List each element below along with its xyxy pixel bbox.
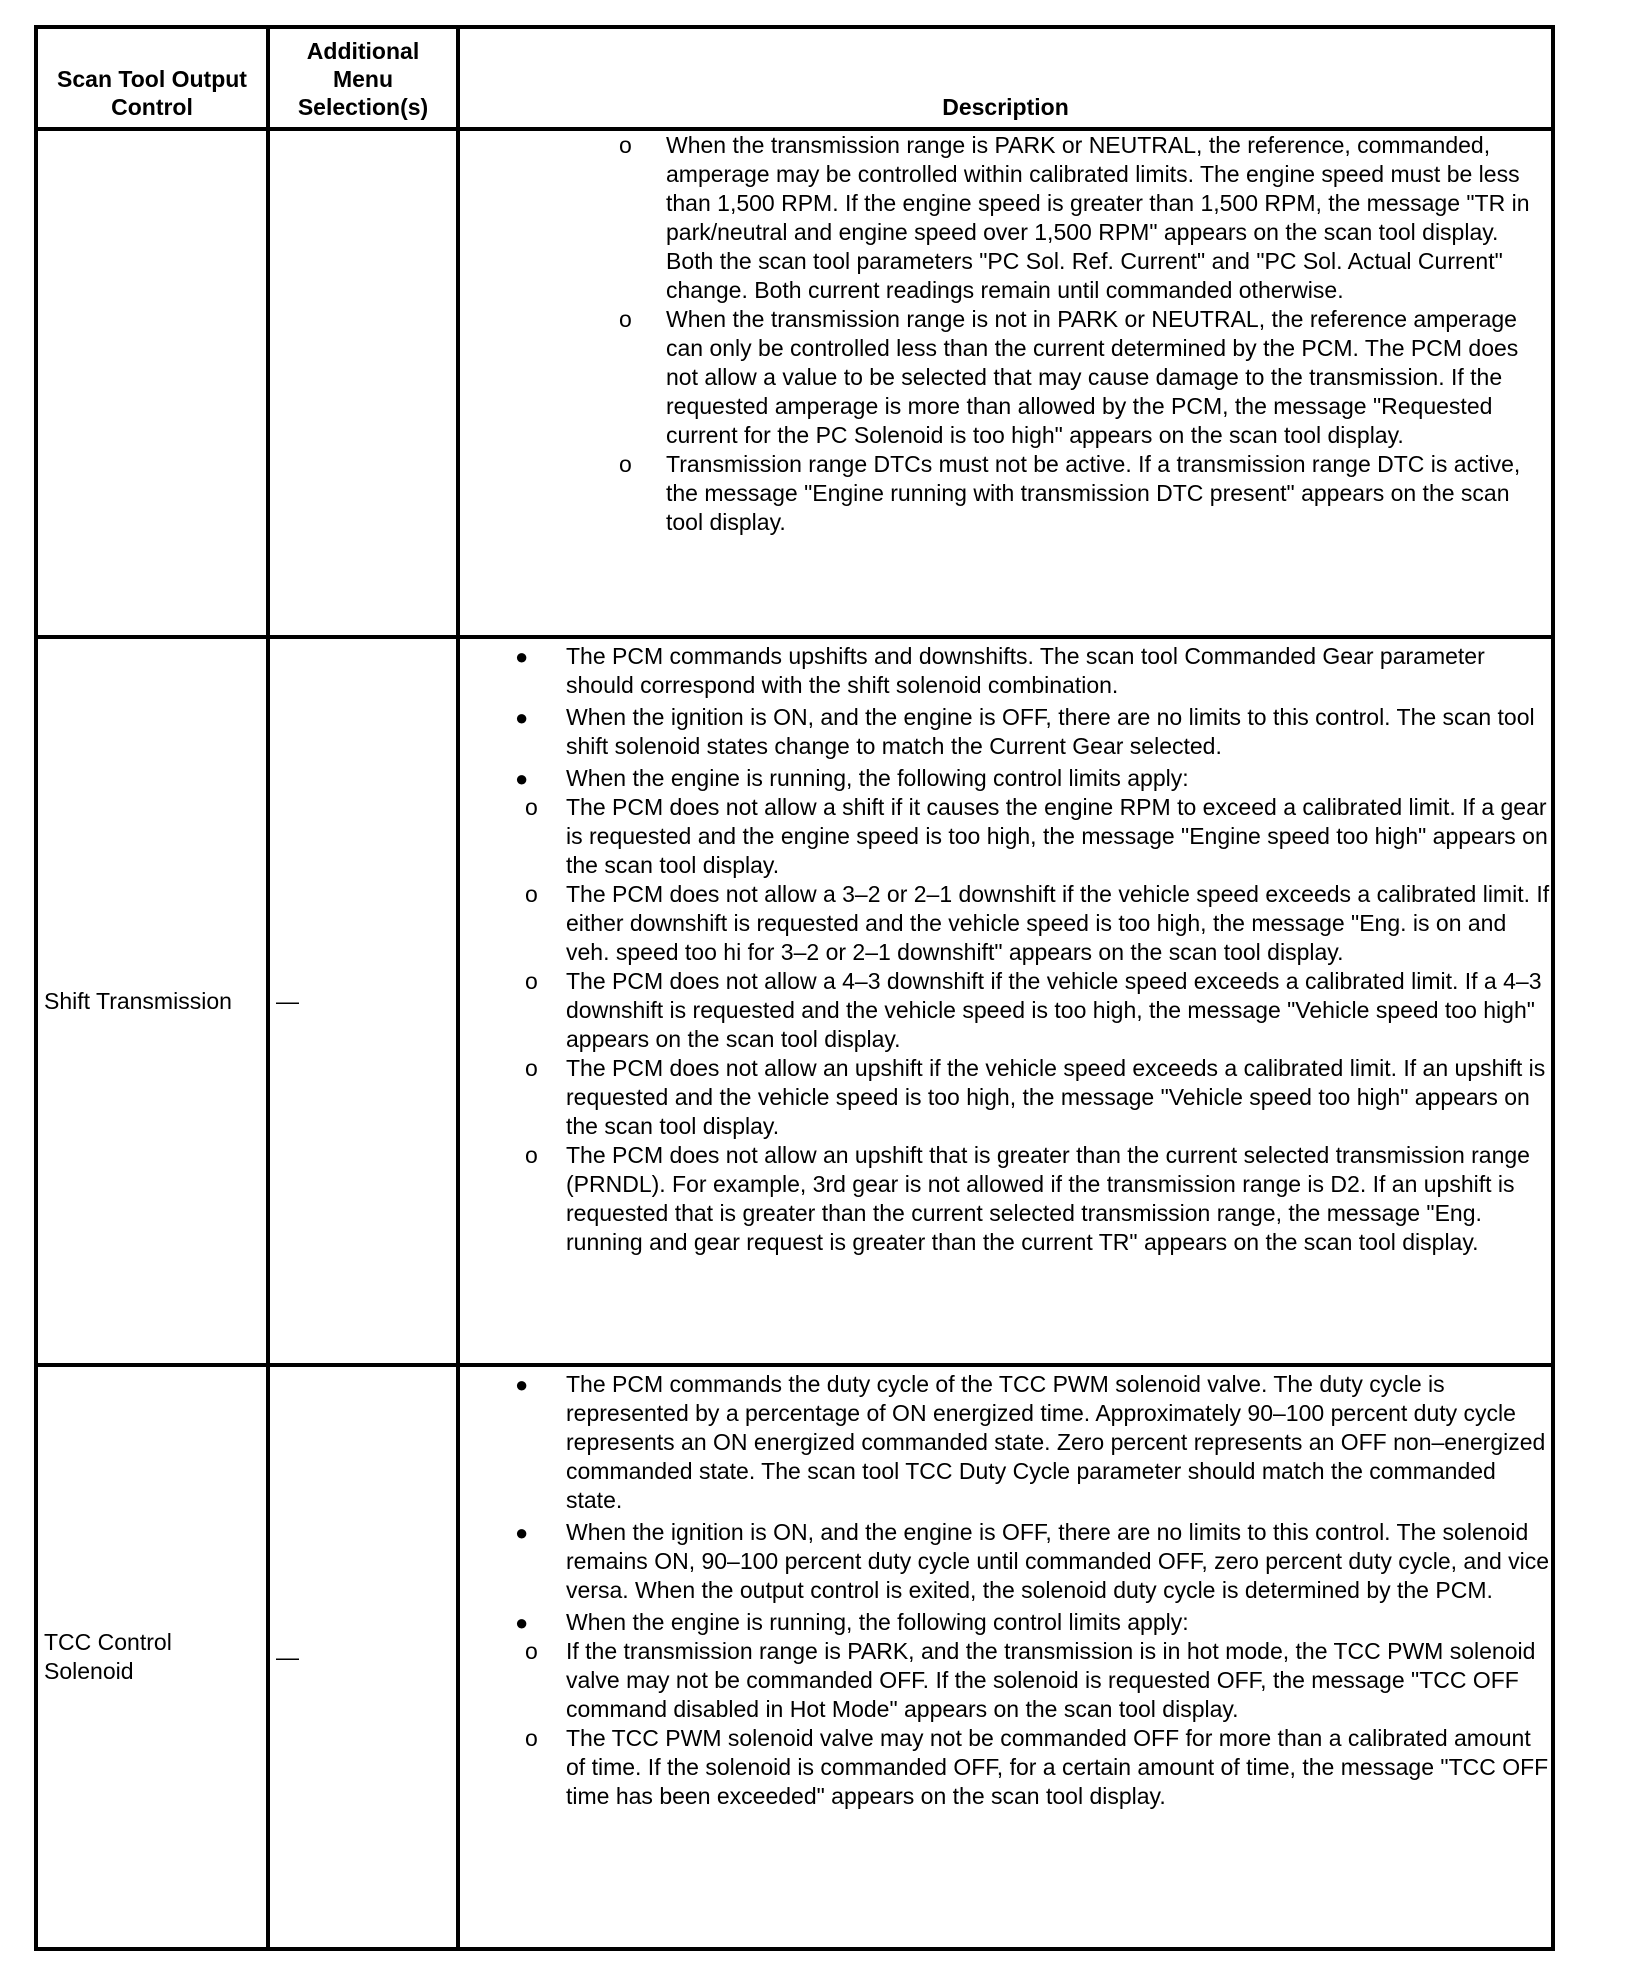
header-scan-tool-output-control: Scan Tool Output Control <box>36 27 268 129</box>
sub-item-list <box>525 793 1551 1257</box>
sub-item: o The PCM does not allow an upshift that is greater than the current selected transmission range (PRNDL). For example, 3rd gear is not allowed if the transmission range is D2. If an upshift is requested that is greater than the current selected transmission range, the message "Eng. running and gear request is greater than the current TR" appears on the scan tool display. <box>525 1142 1530 1255</box>
sub-item: o Transmission range DTCs must not be active. If a transmission range DTC is active, the message "Engine running with transmission DTC present" appears on the scan tool display. <box>619 451 1521 535</box>
bullet-item: ● The PCM commands upshifts and downshifts. The scan tool Commanded Gear parameter should correspond with the shift solenoid combination. <box>515 643 1485 698</box>
row-name-cell <box>36 129 268 637</box>
sub-bullet-icon: o <box>525 794 538 820</box>
sub-item-list <box>525 1637 1551 1811</box>
table-row <box>36 637 1553 1365</box>
bullet-icon: ● <box>515 705 529 730</box>
bullet-item: ● When the engine is running, the following control limits apply: o If the transmission range is PARK, and the transmission is in hot mode, the TCC PWM solenoid valve may not be commanded OFF. If the solenoid is requested OFF, the message "TCC OFF command disabled in Hot Mode" appears on the scan tool display. o The TCC PWM solenoid valve may not be commanded OFF for more than a calibrated amount of time. If the solenoid is commanded OFF, for a certain amount of time, the message "TCC OFF time has been exceeded" appears on the scan tool display. <box>460 1608 1551 1811</box>
row-description-cell <box>458 129 1553 637</box>
row-menu-cell: — <box>268 1365 458 1949</box>
sub-item: o If the transmission range is PARK, and the transmission is in hot mode, the TCC PWM solenoid valve may not be commanded OFF. If the solenoid is requested OFF, the message "TCC OFF command disabled in Hot Mode" appears on the scan tool display. <box>525 1638 1536 1722</box>
sub-bullet-icon: o <box>619 451 632 477</box>
sub-item-list <box>460 131 1551 537</box>
row-name-cell: TCC Control Solenoid <box>36 1365 268 1949</box>
sub-item: o The TCC PWM solenoid valve may not be commanded OFF for more than a calibrated amount of time. If the solenoid is commanded OFF, for a certain amount of time, the message "TCC OFF time has been exceeded" appears on the scan tool display. <box>525 1725 1549 1809</box>
bullet-item: ● The PCM commands the duty cycle of the TCC PWM solenoid valve. The duty cycle is represented by a percentage of ON energized time. Approximately 90–100 percent duty cycle represents an ON energized commanded state. Zero percent represents an OFF non–energized commanded state. The scan tool TCC Duty Cycle parameter should match the commanded state. <box>515 1371 1546 1513</box>
bullet-icon: ● <box>515 1372 529 1397</box>
bullet-item: ● When the engine is running, the following control limits apply: o The PCM does not allow a shift if it causes the engine RPM to exceed a calibrated limit. If a gear is requested and the engine speed is too high, the message "Engine speed too high" appears on the scan tool display. o The PCM does not allow a 3–2 or 2–1 downshift if the vehicle speed exceeds a calibrated limit. If either downshift is requested and the vehicle speed is too high, the message "Eng. is on and veh. speed too hi for 3–2 or 2–1 downshift" appears on the scan tool display. o The PCM does not allow a 4–3 downshift if the vehicle speed exceeds a calibrated limit. If a 4–3 downshift is requested and the vehicle speed is too high, the message "Vehicle speed too high" appears on the scan tool display. o The PCM does not allow an upshift if the vehicle speed exceeds a calibrated limit. If an upshift is requested and the vehicle speed is too high, the message "Vehicle speed too high" appears on the scan tool display. o The PCM does not allow an upshift that is greater than the current selected transmission range (PRNDL). For example, 3rd gear is not allowed if the transmission range is D2. If an upshift is requested that is greater than the current selected transmission range, the message "Eng. running and gear request is greater than the current TR" appears on the scan tool display. <box>460 764 1551 1257</box>
sub-bullet-icon: o <box>525 1725 538 1751</box>
sub-bullet-icon: o <box>619 132 632 158</box>
bullet-icon: ● <box>515 766 529 791</box>
header-row <box>36 27 1553 129</box>
sub-item: o When the transmission range is not in PARK or NEUTRAL, the reference amperage can only be controlled less than the current determined by the PCM. The PCM does not allow a value to be selected that may cause damage to the transmission. If the requested amperage is more than allowed by the PCM, the message "Requested current for the PC Solenoid is too high" appears on the scan tool display. <box>619 306 1519 448</box>
sub-bullet-icon: o <box>525 1142 538 1168</box>
sub-bullet-icon: o <box>619 306 632 332</box>
table-row <box>36 1365 1553 1949</box>
bullet-item: ● When the ignition is ON, and the engine is OFF, there are no limits to this control. The scan tool shift solenoid states change to match the Current Gear selected. <box>515 704 1535 759</box>
row-description-cell <box>458 637 1553 1365</box>
bullet-list <box>460 642 1551 1257</box>
sub-item: o The PCM does not allow a shift if it causes the engine RPM to exceed a calibrated limit. If a gear is requested and the engine speed is too high, the message "Engine speed too high" appears on the scan tool display. <box>525 794 1548 878</box>
sub-bullet-icon: o <box>525 968 538 994</box>
header-description: Description <box>458 27 1553 129</box>
bullet-icon: ● <box>515 1520 529 1545</box>
scan-tool-output-control-table <box>34 25 1555 1951</box>
sub-item: o The PCM does not allow an upshift if the vehicle speed exceeds a calibrated limit. If an upshift is requested and the vehicle speed is too high, the message "Vehicle speed too high" appears on the scan tool display. <box>525 1055 1546 1139</box>
row-description-cell <box>458 1365 1553 1949</box>
sub-bullet-icon: o <box>525 881 538 907</box>
bullet-item: ● When the ignition is ON, and the engine is OFF, there are no limits to this control. The solenoid remains ON, 90–100 percent duty cycle until commanded OFF, zero percent duty cycle, and vice versa. When the output control is exited, the solenoid duty cycle is determined by the PCM. <box>515 1519 1550 1603</box>
sub-item: o When the transmission range is PARK or NEUTRAL, the reference, commanded, amperage may be controlled within calibrated limits. The engine speed must be less than 1,500 RPM. If the engine speed is greater than 1,500 RPM, the message "TR in park/neutral and engine speed over 1,500 RPM" appears on the scan tool display. Both the scan tool parameters "PC Sol. Ref. Current" and "PC Sol. Actual Current" change. Both current readings remain until commanded otherwise. <box>619 132 1530 303</box>
header-additional-menu-selections: Additional Menu Selection(s) <box>268 27 458 129</box>
bullet-icon: ● <box>515 1610 529 1635</box>
row-menu-cell <box>268 129 458 637</box>
bullet-icon: ● <box>515 644 529 669</box>
sub-bullet-icon: o <box>525 1055 538 1081</box>
table-row <box>36 129 1553 637</box>
sub-item: o The PCM does not allow a 4–3 downshift if the vehicle speed exceeds a calibrated limit. If a 4–3 downshift is requested and the vehicle speed is too high, the message "Vehicle speed too high" appears on the scan tool display. <box>525 968 1542 1052</box>
sub-bullet-icon: o <box>525 1638 538 1664</box>
sub-item: o The PCM does not allow a 3–2 or 2–1 downshift if the vehicle speed exceeds a calibrated limit. If either downshift is requested and the vehicle speed is too high, the message "Eng. is on and veh. speed too hi for 3–2 or 2–1 downshift" appears on the scan tool display. <box>525 881 1550 965</box>
row-menu-cell: — <box>268 637 458 1365</box>
row-name-cell: Shift Transmission <box>36 637 268 1365</box>
bullet-list <box>460 1370 1551 1811</box>
